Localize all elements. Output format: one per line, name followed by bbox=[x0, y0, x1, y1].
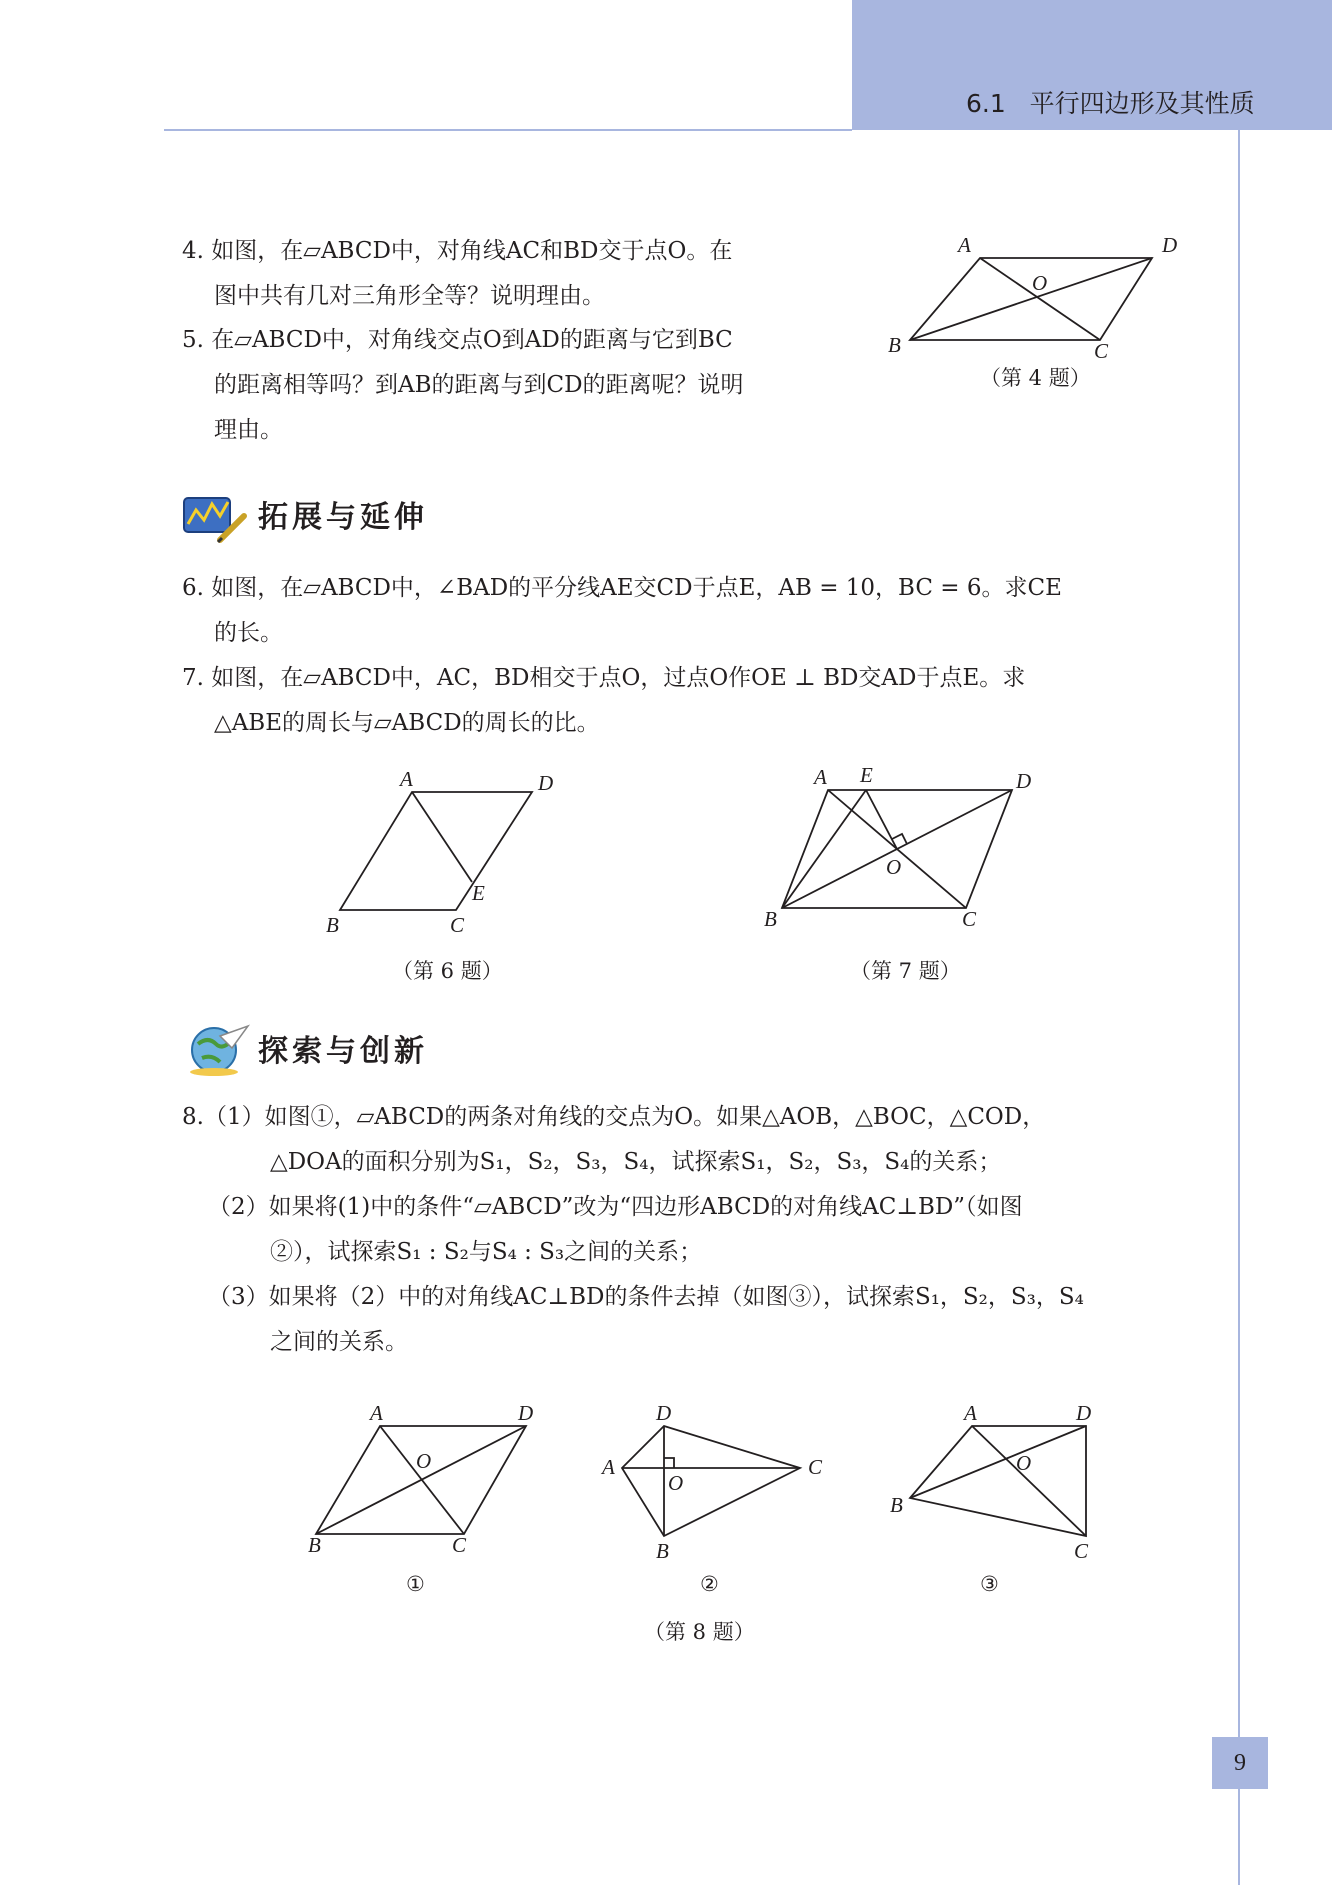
figure-8-3 bbox=[880, 1400, 1120, 1570]
figure-8-caption: （第 8 题） bbox=[644, 1620, 755, 1644]
section-header bbox=[966, 84, 1255, 120]
fig6-label-a: A bbox=[400, 770, 413, 791]
problem-7-line-2: △ABE的周长与▱ABCD的周长的比。 bbox=[214, 710, 600, 736]
fig7-label-b: B bbox=[764, 907, 777, 931]
fig4-label-c: C bbox=[1094, 339, 1109, 363]
figure-8-2-label: ② bbox=[700, 1572, 719, 1596]
fig8-3-label-b: B bbox=[890, 1493, 903, 1517]
fig7-label-c: C bbox=[962, 907, 977, 931]
figure-7 bbox=[760, 766, 1060, 936]
fig7-label-e: E bbox=[860, 766, 873, 787]
fig7-label-d: D bbox=[1016, 769, 1032, 793]
problem-5-line-2: 的距离相等吗？到AB的距离与到CD的距离呢？说明 bbox=[214, 372, 744, 398]
figure-8-2 bbox=[596, 1400, 836, 1570]
problem-8-line-4: ②），试探索S₁ : S₂与S₄ : S₃之间的关系； bbox=[270, 1239, 703, 1265]
fig6-label-c: C bbox=[450, 913, 465, 937]
fig8-1-label-o: O bbox=[416, 1449, 432, 1473]
figure-8-1 bbox=[300, 1400, 560, 1560]
problem-8-line-1: 8.（1）如图①，▱ABCD的两条对角线的交点为O。如果△AOB，△BOC，△COD， bbox=[182, 1104, 1046, 1130]
fig8-1-label-d: D bbox=[518, 1401, 534, 1425]
fig8-1-label-c: C bbox=[452, 1533, 467, 1557]
header-rule bbox=[164, 129, 852, 131]
problem-8-line-3: （2）如果将(1)中的条件“▱ABCD”改为“四边形ABCD的对角线AC⊥BD”（如图 bbox=[208, 1194, 1023, 1220]
problem-6-line-1: 6. 如图，在▱ABCD中，∠BAD的平分线AE交CD于点E，AB = 10，BC = 6。求CE bbox=[182, 575, 1062, 601]
problem-8-line-2: △DOA的面积分别为S₁，S₂，S₃，S₄，试探索S₁，S₂，S₃，S₄的关系； bbox=[270, 1149, 1002, 1175]
fig8-2-label-d: D bbox=[656, 1401, 672, 1425]
fig4-label-a: A bbox=[958, 233, 971, 257]
fig7-label-a: A bbox=[814, 766, 827, 789]
fig8-3-label-c: C bbox=[1074, 1539, 1089, 1563]
problem-4-line-2: 图中共有几对三角形全等？说明理由。 bbox=[214, 283, 605, 309]
section-number: 6.1 bbox=[966, 89, 1006, 118]
problem-4-line-1: 4. 如图，在▱ABCD中，对角线AC和BD交于点O。在 bbox=[182, 238, 733, 264]
problem-8-line-5: （3）如果将（2）中的对角线AC⊥BD的条件去掉（如图③），试探索S₁，S₂，S₃，S₄ bbox=[208, 1284, 1084, 1310]
fig4-label-d: D bbox=[1162, 233, 1178, 257]
figure-4 bbox=[880, 232, 1200, 372]
fig8-3-label-a: A bbox=[964, 1401, 977, 1425]
problem-7-line-1: 7. 如图，在▱ABCD中，AC，BD相交于点O，过点O作OE ⊥ BD交AD于点E。求 bbox=[182, 665, 1026, 691]
fig8-2-label-b: B bbox=[656, 1539, 669, 1563]
fig6-label-e: E bbox=[472, 881, 485, 905]
section-exploration-title: 探索与创新 bbox=[258, 1034, 428, 1069]
figure-6-caption: （第 6 题） bbox=[392, 959, 503, 983]
fig8-2-label-o: O bbox=[668, 1471, 684, 1495]
problem-5-line-1: 5. 在▱ABCD中，对角线交点O到AD的距离与它到BC bbox=[182, 327, 733, 353]
page-number: 9 bbox=[1212, 1737, 1268, 1789]
problem-5-line-3: 理由。 bbox=[214, 417, 283, 443]
fig8-3-label-o: O bbox=[1016, 1451, 1032, 1475]
problem-6-line-2: 的长。 bbox=[214, 620, 283, 646]
section-extension-title: 拓展与延伸 bbox=[258, 500, 428, 535]
section-title: 平行四边形及其性质 bbox=[1029, 89, 1255, 118]
fig8-2-label-c: C bbox=[808, 1455, 823, 1479]
figure-6 bbox=[320, 770, 580, 940]
fig8-2-label-a: A bbox=[602, 1455, 615, 1479]
fig6-label-d: D bbox=[538, 771, 554, 795]
fig4-label-b: B bbox=[888, 333, 901, 357]
figure-8-1-label: ① bbox=[406, 1572, 425, 1596]
fig7-label-o: O bbox=[886, 855, 902, 879]
globe-paper-plane-icon bbox=[180, 1018, 252, 1078]
figure-4-caption: （第 4 题） bbox=[980, 366, 1091, 390]
fig8-1-label-b: B bbox=[308, 1533, 321, 1557]
fig4-label-o: O bbox=[1032, 271, 1048, 295]
fig6-label-b: B bbox=[326, 913, 339, 937]
side-rule bbox=[1238, 130, 1240, 1885]
figure-8-3-label: ③ bbox=[980, 1572, 999, 1596]
chart-pen-icon bbox=[180, 488, 250, 548]
problem-8-line-6: 之间的关系。 bbox=[270, 1329, 408, 1355]
figure-7-caption: （第 7 题） bbox=[850, 959, 961, 983]
fig8-1-label-a: A bbox=[370, 1401, 383, 1425]
fig8-3-label-d: D bbox=[1076, 1401, 1092, 1425]
